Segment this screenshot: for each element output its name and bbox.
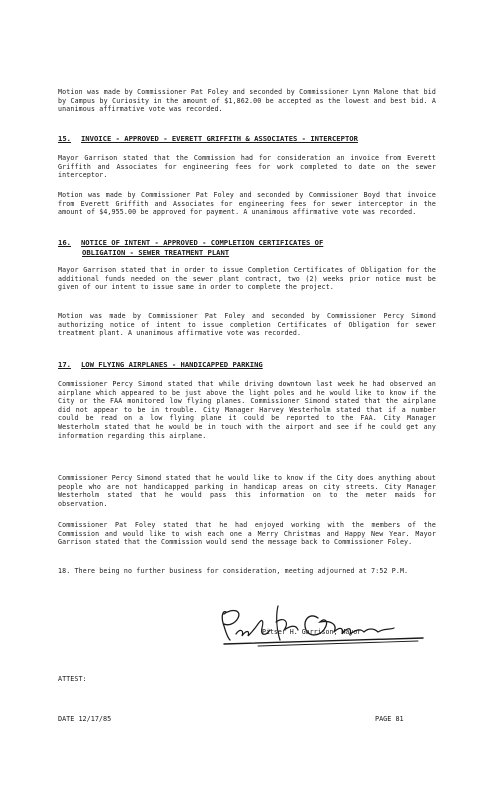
item-title-16-line1: NOTICE OF INTENT - APPROVED - COMPLETION CERTIFICATES OF xyxy=(80,238,324,247)
paragraph-handicapped-parking: Commissioner Percy Simond stated that he would like to know if the City does anything about people who are not handicapped parking in handicap areas on city streets. City Manager Westerholm stated that he would pass this information on to the meter maids for observation. xyxy=(58,474,436,508)
paragraph-adjournment: 18. There being no further business for consideration, meeting adjourned at 7:52 P.M. xyxy=(58,567,409,575)
heading-item-17 xyxy=(58,360,438,370)
paragraph-holiday-wishes: Commissioner Pat Foley stated that he had enjoyed working with the members of the Commission and would like to wish each one a Merry Christmas and Happy New Year. Mayor Garrison stated that the Commission would send the message back to Commissioner Foley. xyxy=(58,521,436,547)
item-number-16: 16. xyxy=(58,238,71,247)
item-title-15: INVOICE - APPROVED - EVERETT GRIFFITH & ASSOCIATES - INTERCEPTOR xyxy=(80,134,358,143)
item-title-16-line2: OBLIGATION - SEWER TREATMENT PLANT xyxy=(82,247,230,257)
paragraph-invoice-motion: Motion was made by Commissioner Pat Foley and seconded by Commissioner Boyd that invoice from Everett Griffith and Associates for engineering fees for sewer interceptor in the amount of $4,955.00 be approved for payment. A unanimous affirmative vote was recorded. xyxy=(58,191,436,217)
paragraph-certificates-motion: Motion was made by Commissioner Pat Foley and seconded by Commissioner Percy Simond authorizing notice of intent to issue completion Certificates of Obligation for sewer treatment plant. A unanimous affirmative vote was recorded. xyxy=(58,312,436,338)
paragraph-bid-motion: Motion was made by Commissioner Pat Foley and seconded by Commissioner Lynn Malone that bid by Campus by Curiosity in the amount of $1,862.00 be accepted as the lowest and best bid. A unanimous affirmative vote was recorded. xyxy=(58,88,436,114)
attest-label: ATTEST: xyxy=(58,675,87,683)
footer-page-number: PAGE 81 xyxy=(375,715,404,723)
item-number-17: 17. xyxy=(58,360,71,369)
item-title-17: LOW FLYING AIRPLANES - HANDICAPPED PARKING xyxy=(80,360,263,369)
paragraph-certificates-statement: Mayor Garrison stated that in order to issue Completion Certificates of Obligation for the additional funds needed on the sewer plant contract, two (2) weeks prior notice must be given of our intent to issue same in order to complete the project. xyxy=(58,266,436,292)
heading-item-15 xyxy=(58,134,438,144)
footer-date: DATE 12/17/85 xyxy=(58,715,112,723)
mayor-signature xyxy=(218,600,433,652)
item-number-15: 15. xyxy=(58,134,71,143)
paragraph-airplanes: Commissioner Percy Simond stated that while driving downtown last week he had observed an airplane which appeared to be just above the light poles and he would like to know if the City or the FAA monitored low flying planes. Commissioner Simond stated that the airplane did not appear to be in trouble. City Manager Harvey Westerholm stated that if a number could be read on a low flying plane it could be reported to the FAA. City Manager Westerholm stated that he would be in touch with the airport and see if he could get any information regarding this airplane. xyxy=(58,380,436,440)
paragraph-invoice-statement: Mayor Garrison stated that the Commission had for consideration an invoice from Everett Griffith and Associates for engineering fees for work completed to date on the sewer interceptor. xyxy=(58,154,436,180)
signer-name: Pitser H. Garrison, Mayor xyxy=(262,628,362,636)
heading-item-16 xyxy=(58,238,438,257)
